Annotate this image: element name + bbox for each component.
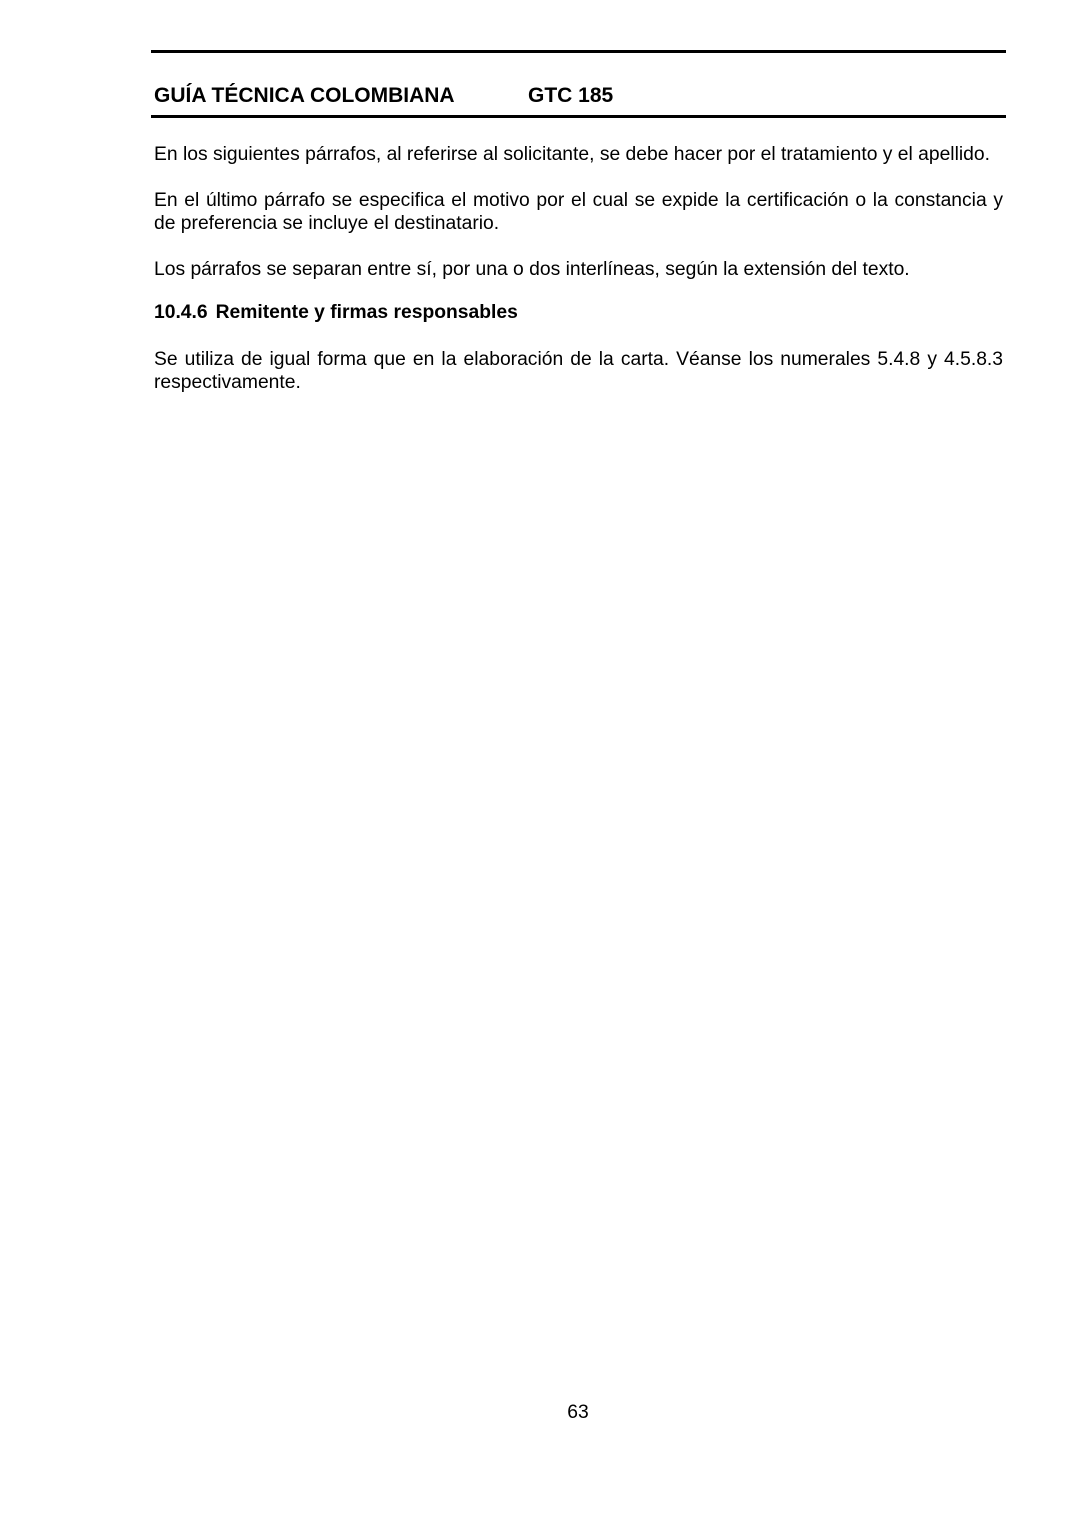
document-code: GTC 185 xyxy=(528,84,614,107)
header-top-rule xyxy=(151,50,1006,53)
document-title: GUÍA TÉCNICA COLOMBIANA xyxy=(154,84,455,107)
section-title: Remitente y firmas responsables xyxy=(215,302,518,323)
page-number: 63 xyxy=(567,1402,589,1423)
header-bottom-rule xyxy=(151,115,1006,118)
paragraph-spacing-rule: Los párrafos se separan entre sí, por una o dos interlíneas, según la extensión del texto. xyxy=(154,259,910,280)
paragraph-sender-rule: Se utiliza de igual forma que en la elaboración de la carta. Véanse los numerales 5.4.8 y 4.5.8.3 respectivamente. xyxy=(154,349,1003,393)
paragraph-last-paragraph-rule: En el último párrafo se especifica el motivo por el cual se expide la certificación o la constancia y de preferencia se incluye el destinatario. xyxy=(154,190,1003,234)
section-heading xyxy=(154,301,1003,324)
section-number: 10.4.6 xyxy=(154,302,208,323)
page-content xyxy=(154,143,1003,417)
paragraph-salutation-rule: En los siguientes párrafos, al referirse al solicitante, se debe hacer por el tratamiento y el apellido. xyxy=(154,144,990,165)
